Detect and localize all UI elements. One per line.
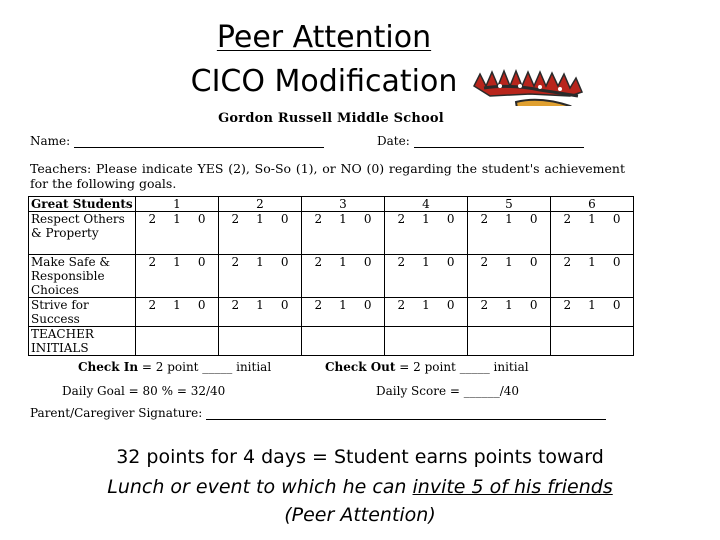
score-option: 1 [339,212,347,226]
name-line [74,147,324,148]
behavior-table [28,196,634,356]
score-option: 1 [422,255,430,269]
initials-cell [468,327,551,356]
score-option: 1 [256,212,264,226]
score-option: 2 [231,212,240,226]
score-option: 2 [397,255,406,269]
score-option: 1 [588,212,596,226]
goal-label: Strive for Success [29,298,136,327]
score-cell [136,255,219,298]
score-cell [551,255,634,298]
score-cell [219,212,302,255]
score-option: 0 [612,255,621,269]
teacher-initials-row [29,327,634,356]
score-option: 2 [148,255,157,269]
score-option: 1 [505,212,513,226]
score-option: 0 [197,212,206,226]
goal-label: Respect Others & Property [29,212,136,255]
score-option: 2 [314,255,323,269]
score-option: 0 [612,298,621,312]
score-cell [136,212,219,255]
goal-header: Great Students [29,197,136,212]
day-header: 1 [136,197,219,212]
score-option: 0 [197,255,206,269]
score-option: 2 [231,298,240,312]
table-header-row [29,197,634,212]
instructions: Teachers: Please indicate YES (2), So-So (1), or NO (0) regarding the student's achievement for the following goals. [30,161,625,191]
score-cell [302,298,385,327]
day-header: 4 [385,197,468,212]
slide-title: Peer Attention [216,20,432,55]
day-header: 3 [302,197,385,212]
score-option: 0 [446,298,455,312]
score-option: 1 [505,255,513,269]
parent-signature [30,406,606,420]
initials-cell [136,327,219,356]
footer-line-3: (Peer Attention) [284,504,436,526]
score-option: 0 [280,255,289,269]
score-option: 0 [363,255,372,269]
check-out-text: = 2 point _____ initial [399,360,529,374]
score-option: 2 [563,298,572,312]
score-option: 2 [480,212,489,226]
check-in-label: Check In [78,360,139,374]
check-out [325,360,529,374]
score-option: 2 [231,255,240,269]
score-cell [136,298,219,327]
footer-underlined-text: invite 5 of his friends [412,476,613,498]
score-option: 1 [588,255,596,269]
initials-cell [302,327,385,356]
cico-form [20,106,642,424]
score-option: 0 [363,298,372,312]
score-cell [468,212,551,255]
score-cell [219,255,302,298]
check-in [78,360,271,374]
date-line [414,147,584,148]
table-row [29,212,634,255]
goal-label: Make Safe & Responsible Choices [29,255,136,298]
score-option: 0 [363,212,372,226]
score-option: 1 [422,212,430,226]
check-in-text: = 2 point _____ initial [141,360,272,374]
name-field [30,134,324,148]
footer-line-1: 32 points for 4 days = Student earns points toward [116,446,604,468]
date-label: Date: [377,134,410,148]
score-option: 1 [173,298,181,312]
score-option: 2 [480,255,489,269]
score-option: 2 [314,298,323,312]
footer-line-2-text: Lunch or event to which he can [107,476,413,498]
table-row [29,298,634,327]
score-option: 0 [280,298,289,312]
teacher-initials-label: TEACHER INITIALS [29,327,136,356]
score-option: 0 [280,212,289,226]
score-option: 2 [397,298,406,312]
score-option: 2 [148,298,157,312]
check-out-label: Check Out [325,360,396,374]
score-option: 0 [446,212,455,226]
score-option: 1 [505,298,513,312]
footer-line-2 [0,473,720,501]
score-cell [385,298,468,327]
score-cell [302,255,385,298]
daily-score: Daily Score = ______/40 [376,384,520,398]
score-option: 0 [197,298,206,312]
parent-signature-label: Parent/Caregiver Signature: [30,406,203,420]
score-option: 1 [339,298,347,312]
score-cell [551,212,634,255]
daily-goal: Daily Goal = 80 % = 32/40 [62,384,226,398]
score-cell [302,212,385,255]
score-cell [468,255,551,298]
name-label: Name: [30,134,71,148]
score-option: 1 [256,255,264,269]
signature-line [206,419,606,420]
day-header: 5 [468,197,551,212]
score-cell [219,298,302,327]
score-option: 2 [563,212,572,226]
initials-cell [551,327,634,356]
score-cell [385,212,468,255]
score-option: 2 [480,298,489,312]
score-option: 1 [173,255,181,269]
day-header: 6 [551,197,634,212]
score-cell [551,298,634,327]
score-option: 0 [446,255,455,269]
score-option: 2 [563,255,572,269]
score-option: 2 [314,212,323,226]
day-header: 2 [219,197,302,212]
date-field [377,134,584,148]
slide-subtitle: CICO Modification [190,64,458,99]
initials-cell [385,327,468,356]
score-cell [385,255,468,298]
score-option: 0 [529,298,538,312]
table-row [29,255,634,298]
score-option: 0 [529,212,538,226]
score-option: 2 [397,212,406,226]
score-cell [468,298,551,327]
score-option: 0 [612,212,621,226]
score-option: 1 [422,298,430,312]
score-option: 1 [256,298,264,312]
score-option: 1 [173,212,181,226]
score-option: 1 [339,255,347,269]
initials-cell [219,327,302,356]
score-option: 1 [588,298,596,312]
score-option: 0 [529,255,538,269]
score-option: 2 [148,212,157,226]
school-name: Gordon Russell Middle School [218,111,444,126]
